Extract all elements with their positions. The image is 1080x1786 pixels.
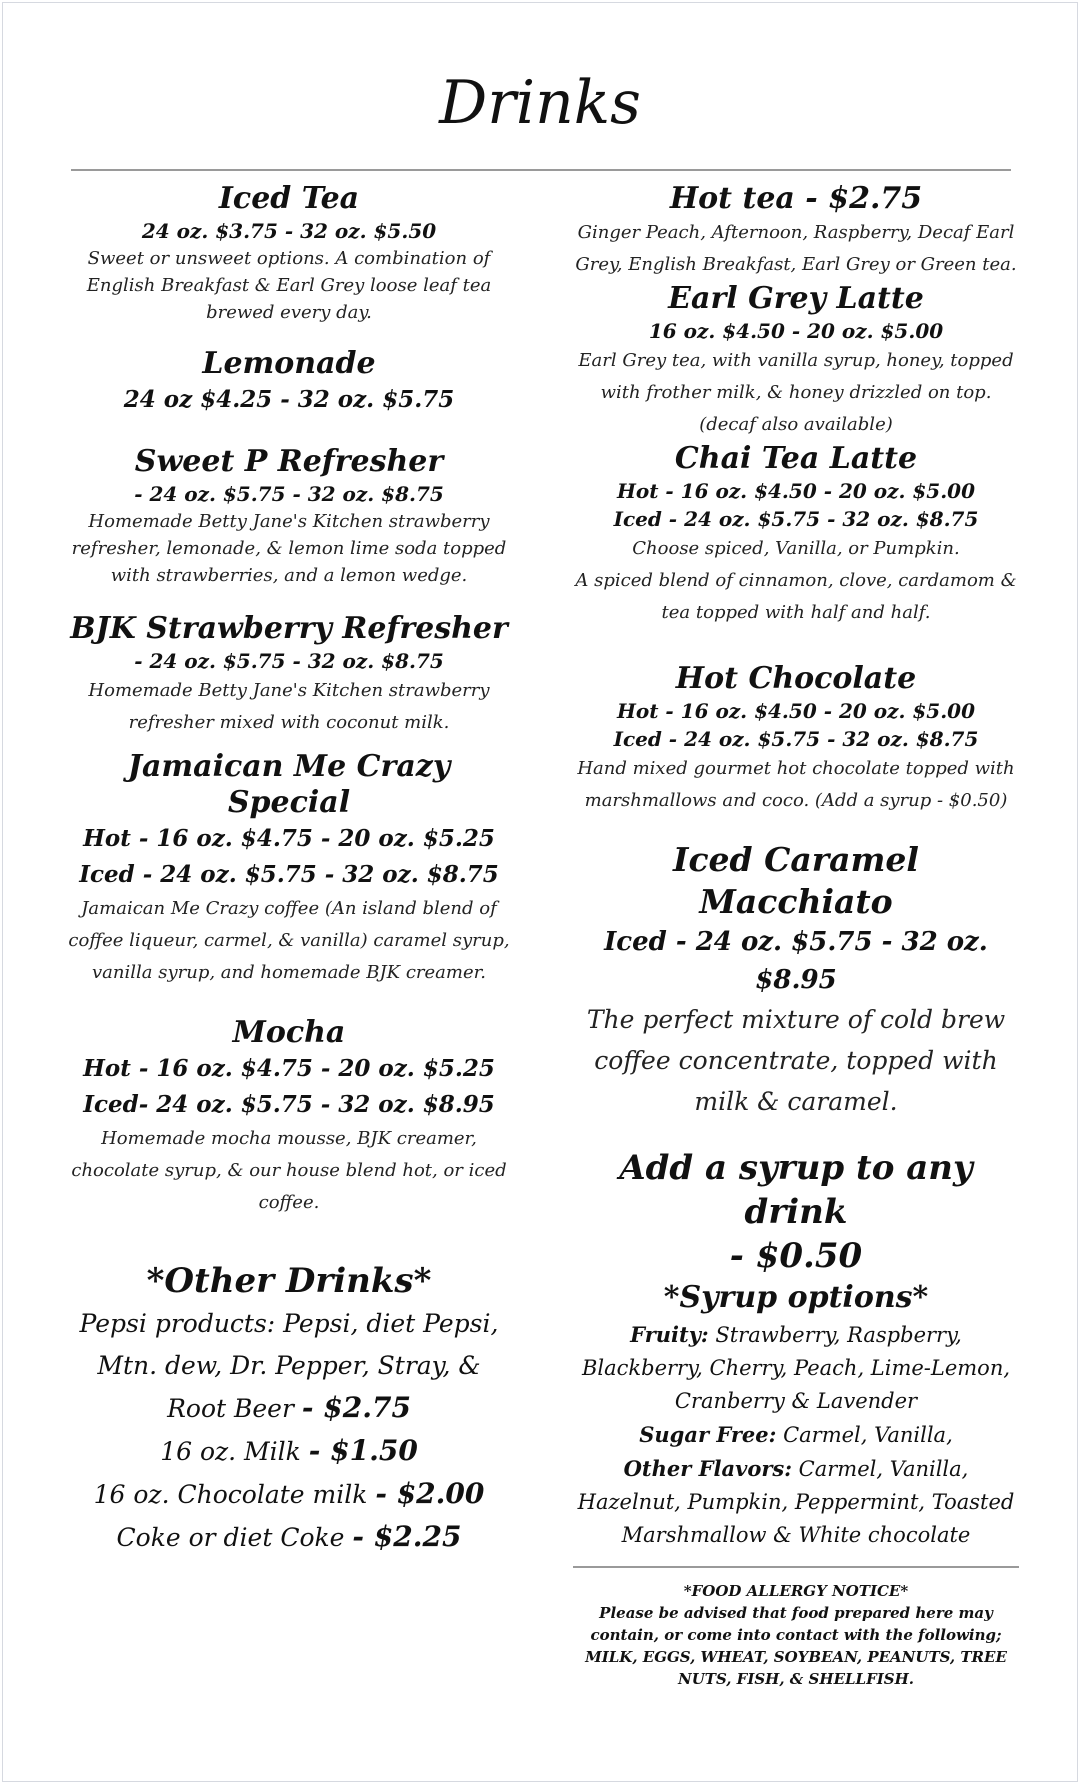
allergy-title: *FOOD ALLERGY NOTICE*	[683, 1582, 909, 1600]
menu-item-lemonade	[65, 346, 513, 418]
page-title: Drinks	[439, 68, 641, 138]
item-description: A spiced blend of cinnamon, clove, cardamom & tea topped with half and half.	[575, 570, 1017, 623]
item-price-iced: Iced- 24 oz. $5.75 - 32 oz. $8.95	[83, 1091, 495, 1118]
drink-text: Pepsi products: Pepsi, diet Pepsi, Mtn. dew, Dr. Pepper, Stray, & Root Beer	[79, 1309, 499, 1423]
syrup-fruity	[573, 1318, 1019, 1418]
item-name: Mocha	[232, 1015, 346, 1050]
item-price: - 24 oz. $5.75 - 32 oz. $8.75	[134, 482, 444, 506]
item-price: 16 oz. $4.50 - 20 oz. $5.00	[648, 319, 944, 343]
item-description: Earl Grey tea, with vanilla syrup, honey, topped with frother milk, & honey drizzled on top.(decaf also available)	[578, 350, 1014, 435]
other-drink-coke	[65, 1516, 513, 1559]
menu-item-bjk-strawberry-refresher	[65, 611, 513, 739]
drink-text: 16 oz. Chocolate milk	[93, 1480, 368, 1509]
menu-page	[2, 2, 1078, 1782]
title-divider	[71, 169, 1011, 171]
item-description: Ginger Peach, Afternoon, Raspberry, Decaf Earl Grey, English Breakfast, Earl Grey or Green tea.	[575, 222, 1017, 275]
item-price-iced: Iced - 24 oz. $5.75 - 32 oz. $8.75	[613, 727, 979, 751]
syrup-text: Carmel, Vanilla,	[783, 1423, 953, 1447]
item-name: Hot tea - $2.75	[669, 181, 923, 216]
menu-item-iced-tea	[65, 181, 513, 326]
item-name: Chai Tea Latte	[674, 441, 918, 476]
item-price-hot: Hot - 16 oz. $4.50 - 20 oz. $5.00	[616, 699, 976, 723]
syrup-label: Sugar Free:	[639, 1422, 777, 1447]
item-description: Jamaican Me Crazy coffee (An island blend of coffee liqueur, carmel, & vanilla) caramel syrup, vanilla syrup, and homemade BJK creamer.	[68, 898, 510, 983]
item-description: The perfect mixture of cold brew coffee concentrate, topped with milk & caramel.	[586, 1005, 1006, 1116]
item-price-iced: Iced - 24 oz. $5.75 - 32 oz. $8.75	[613, 507, 979, 531]
item-price: 24 oz. $3.75 - 32 oz. $5.50	[141, 219, 437, 243]
right-column	[573, 181, 1019, 1690]
item-name: Jamaican Me Crazy Special	[127, 749, 451, 820]
other-drink-milk	[65, 1430, 513, 1473]
left-column	[65, 181, 513, 1559]
allergy-divider	[573, 1566, 1019, 1568]
drink-text: 16 oz. Milk	[160, 1437, 301, 1466]
syrup-label: Other Flavors:	[623, 1456, 792, 1481]
syrup-label: Fruity:	[630, 1322, 709, 1347]
menu-item-hot-chocolate	[573, 661, 1019, 817]
menu-item-iced-caramel-macchiato	[573, 839, 1019, 1122]
item-price-iced: Iced - 24 oz. $5.75 - 32 oz. $8.75	[79, 861, 499, 888]
menu-item-hot-tea	[573, 181, 1019, 281]
syrup-text: Strawberry, Raspberry, Blackberry, Cherry, Peach, Lime-Lemon, Cranberry & Lavender	[581, 1323, 1011, 1413]
other-drink-chocolate-milk	[65, 1473, 513, 1516]
item-price: - 24 oz. $5.75 - 32 oz. $8.75	[134, 649, 444, 673]
item-price-hot: Hot - 16 oz. $4.75 - 20 oz. $5.25	[83, 825, 495, 852]
menu-item-chai-tea-latte	[573, 441, 1019, 629]
item-price: 24 oz $4.25 - 32 oz. $5.75	[123, 386, 455, 413]
item-price: Iced - 24 oz. $5.75 - 32 oz. $8.95	[604, 927, 988, 995]
menu-item-mocha	[65, 1015, 513, 1219]
item-name: BJK Strawberry Refresher	[70, 611, 508, 646]
allergy-notice	[573, 1580, 1019, 1690]
section-heading: *Other Drinks*	[146, 1261, 432, 1301]
drink-text: Coke or diet Coke	[116, 1523, 345, 1552]
item-name: Earl Grey Latte	[668, 281, 924, 316]
allergy-text: Please be advised that food prepared here may contain, or come into contact with the following; MILK, EGGS, WHEAT, SOYBEAN, PEANUTS, TREE NUTS, FISH, & SHELLFISH.	[585, 1604, 1007, 1688]
menu-item-sweet-p-refresher	[65, 444, 513, 589]
menu-item-jamaican-me-crazy	[65, 749, 513, 989]
syrup-sugar-free	[573, 1418, 1019, 1452]
menu-item-earl-grey-latte	[573, 281, 1019, 441]
drink-price: - $2.00	[375, 1477, 485, 1510]
item-name: Iced Tea	[218, 181, 360, 216]
item-price-hot: Hot - 16 oz. $4.75 - 20 oz. $5.25	[83, 1055, 495, 1082]
drink-price: - $2.75	[301, 1391, 411, 1424]
syrup-section	[573, 1146, 1019, 1552]
item-description: Sweet or unsweet options. A combination of English Breakfast & Earl Grey loose leaf tea brewed every day.	[86, 248, 492, 323]
item-price-hot: Hot - 16 oz. $4.50 - 20 oz. $5.00	[616, 479, 976, 503]
syrup-heading: Add a syrup to any drink	[619, 1148, 973, 1232]
item-name: Lemonade	[202, 346, 376, 381]
item-description: Homemade Betty Jane's Kitchen strawberry refresher, lemonade, & lemon lime soda topped with strawberries, and a lemon wedge.	[71, 511, 507, 586]
other-drink-pepsi	[65, 1303, 513, 1430]
drink-price: - $2.25	[352, 1520, 462, 1553]
item-name: Sweet P Refresher	[134, 444, 444, 479]
item-description: Homemade Betty Jane's Kitchen strawberry refresher mixed with coconut milk.	[88, 680, 490, 733]
syrup-other-flavors	[573, 1452, 1019, 1552]
other-drinks-section	[65, 1259, 513, 1559]
item-description: Choose spiced, Vanilla, or Pumpkin.	[632, 538, 960, 559]
syrup-options-heading: *Syrup options*	[663, 1280, 929, 1315]
syrup-price: - $0.50	[729, 1236, 863, 1276]
drink-price: - $1.50	[308, 1434, 418, 1467]
item-name: Iced Caramel Macchiato	[673, 840, 919, 921]
item-description: Hand mixed gourmet hot chocolate topped with marshmallows and coco. (Add a syrup - $0.50)	[577, 758, 1015, 811]
item-name: Hot Chocolate	[675, 661, 917, 696]
syrup-text: Carmel, Vanilla, Hazelnut, Pumpkin, Peppermint, Toasted Marshmallow & White chocolate	[577, 1457, 1015, 1547]
item-description: Homemade mocha mousse, BJK creamer, chocolate syrup, & our house blend hot, or iced coffee.	[71, 1128, 507, 1213]
